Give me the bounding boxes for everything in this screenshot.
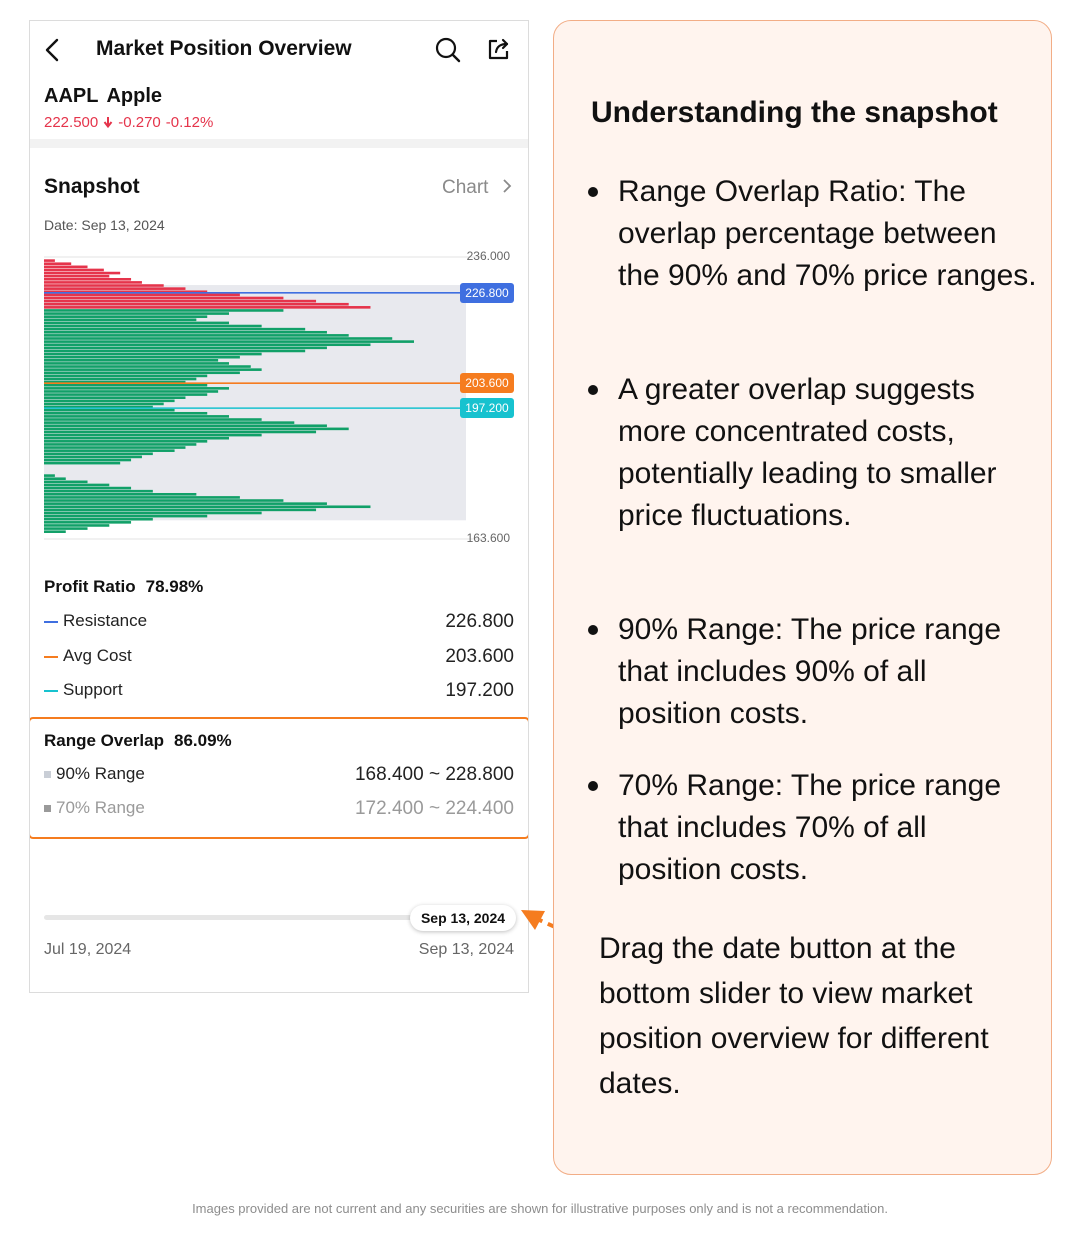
volume-bar: [44, 431, 316, 434]
snapshot-title: Snapshot: [44, 175, 140, 198]
volume-bar: [44, 462, 120, 465]
price-tag-avg-cost: 203.600: [460, 373, 514, 393]
volume-bar: [44, 400, 175, 403]
volume-bar: [44, 306, 370, 309]
slider-end-date: Sep 13, 2024: [418, 941, 514, 958]
volume-bar: [44, 328, 305, 331]
volume-bar: [44, 309, 283, 312]
explanation-panel: [553, 20, 1052, 1175]
volume-bar: [44, 434, 262, 437]
range-70-label: 70% Range: [56, 798, 145, 817]
volume-bar: [44, 362, 229, 365]
volume-bar: [44, 396, 185, 399]
volume-bar: [44, 340, 414, 343]
slider-start-date: Jul 19, 2024: [44, 941, 132, 958]
range-70-square-icon: [44, 805, 51, 812]
volume-bar: [44, 356, 240, 359]
volume-bar: [44, 449, 175, 452]
range-overlap-label: Range Overlap: [44, 731, 164, 750]
volume-bar: [44, 390, 218, 393]
stock-title: [44, 85, 170, 108]
volume-bar: [44, 353, 262, 356]
volume-bar: [44, 371, 240, 374]
drag-instruction: Drag the date button at the bottom slider to view market position overview for different dates.: [599, 932, 989, 1100]
volume-bar: [44, 481, 88, 484]
avg-cost-swatch: [44, 656, 58, 658]
volume-bar: [44, 365, 251, 368]
volume-bar: [44, 490, 153, 493]
legend-row-70-range: [44, 798, 514, 820]
volume-bar: [44, 527, 88, 530]
volume-bar: [44, 269, 104, 272]
axis-label-top: 236.000: [466, 249, 510, 263]
date-slider-handle[interactable]: Sep 13, 2024: [410, 905, 516, 931]
profit-ratio-label: Profit Ratio: [44, 577, 136, 596]
stock-price: 222.500: [44, 114, 99, 131]
price-tag-resistance: 226.800: [460, 283, 514, 303]
bullet-range-overlap-ratio: Range Overlap Ratio: The overlap percentage between the 90% and 70% price ranges.: [618, 171, 1038, 297]
volume-bar: [44, 459, 131, 462]
volume-bar: [44, 412, 207, 415]
explanation-title: Understanding the snapshot: [591, 96, 998, 129]
volume-profile-svg: [30, 241, 529, 571]
volume-bar: [44, 300, 316, 303]
volume-bar: [44, 446, 185, 449]
volume-bar: [44, 318, 196, 321]
volume-bar: [44, 297, 283, 300]
volume-bar: [44, 484, 109, 487]
range-90-value: 168.400 ~ 228.800: [354, 764, 514, 785]
volume-bar: [44, 518, 153, 521]
stock-change: -0.270: [118, 114, 161, 131]
volume-bar: [44, 515, 207, 518]
volume-bar: [44, 487, 131, 490]
volume-bar: [44, 424, 327, 427]
legend-row-avg-cost: [44, 646, 514, 668]
volume-bar: [44, 456, 142, 459]
stock-name: Apple: [106, 85, 163, 107]
volume-bar: [44, 521, 131, 524]
volume-bar: [44, 315, 207, 318]
volume-bar: [44, 443, 196, 446]
axis-label-bottom: 163.600: [466, 531, 510, 545]
volume-bar: [44, 509, 316, 512]
avg-cost-value: 203.600: [445, 646, 514, 667]
volume-bar: [44, 303, 349, 306]
volume-profile-chart: [30, 241, 529, 571]
volume-bar: [44, 477, 66, 480]
chart-link-label: Chart: [442, 177, 489, 198]
volume-bar: [44, 294, 240, 297]
volume-bar: [44, 437, 229, 440]
volume-bar: [44, 440, 207, 443]
volume-bar: [44, 415, 229, 418]
range-90-label: 90% Range: [56, 764, 145, 783]
volume-bar: [44, 499, 283, 502]
volume-bar: [44, 474, 55, 477]
volume-bar: [44, 421, 294, 424]
volume-bar: [44, 512, 262, 515]
search-icon[interactable]: [434, 36, 462, 64]
volume-bar: [44, 428, 349, 431]
volume-bar: [44, 266, 88, 269]
volume-bar: [44, 262, 71, 265]
legend-row-support: [44, 680, 514, 702]
section-divider: [30, 139, 529, 148]
volume-bar: [44, 384, 207, 387]
stock-change-pct: -0.12%: [165, 114, 214, 131]
chevron-right-icon: [500, 178, 514, 194]
volume-bar: [44, 281, 142, 284]
volume-bar: [44, 493, 196, 496]
volume-bar: [44, 275, 109, 278]
volume-bar: [44, 409, 175, 412]
volume-bar: [44, 524, 109, 527]
stock-ticker: AAPL: [44, 85, 99, 107]
bullet-70-range: 70% Range: The price range that includes 70% of all position costs.: [618, 765, 1038, 891]
arrow-down-icon: [103, 116, 113, 128]
range-70-value: 172.400 ~ 224.400: [354, 798, 514, 819]
bullet-90-range: 90% Range: The price range that includes 90% of all position costs.: [618, 609, 1038, 735]
date-slider-track[interactable]: [44, 915, 444, 920]
volume-bar: [44, 337, 392, 340]
price-tag-support: 197.200: [460, 398, 514, 418]
range-overlap-value: 86.09%: [174, 731, 232, 750]
volume-bar: [44, 368, 262, 371]
volume-bar: [44, 452, 153, 455]
bullet-greater-overlap: A greater overlap suggests more concentrated costs, potentially leading to smaller price fluctuations.: [618, 369, 1038, 537]
volume-bar: [44, 403, 164, 406]
resistance-swatch: [44, 621, 58, 623]
volume-bar: [44, 375, 207, 378]
volume-bar: [44, 284, 164, 287]
volume-bar: [44, 530, 66, 533]
volume-bar: [44, 496, 240, 499]
resistance-label: Resistance: [63, 611, 148, 630]
phone-screen: [29, 20, 529, 993]
snapshot-date: Date: Sep 13, 2024: [44, 217, 165, 233]
stock-quote: [44, 114, 218, 131]
support-value: 197.200: [445, 680, 514, 701]
volume-bar: [44, 343, 370, 346]
volume-bar: [44, 325, 262, 328]
volume-bar: [44, 312, 229, 315]
legend-row-90-range: [44, 764, 514, 786]
volume-bar: [44, 387, 229, 390]
support-swatch: [44, 690, 58, 692]
volume-bar: [44, 378, 196, 381]
volume-bar: [44, 359, 218, 362]
volume-bar: [44, 278, 131, 281]
back-chevron-icon[interactable]: [42, 37, 64, 63]
page-title: Market Position Overview: [96, 37, 352, 60]
range-90-square-icon: [44, 771, 51, 778]
volume-bar: [44, 393, 207, 396]
disclaimer-footer: Images provided are not current and any securities are shown for illustrative purposes only and is not a recommendation.: [192, 1201, 888, 1216]
volume-bar: [44, 259, 55, 262]
chart-link[interactable]: [442, 177, 514, 199]
volume-bar: [44, 350, 305, 353]
volume-bar: [44, 334, 349, 337]
share-icon[interactable]: [485, 35, 513, 63]
range-overlap: [44, 731, 242, 751]
legend-row-resistance: [44, 611, 514, 633]
volume-bar: [44, 347, 327, 350]
volume-bar: [44, 272, 120, 275]
volume-bar: [44, 505, 370, 508]
resistance-value: 226.800: [445, 611, 514, 632]
volume-bar: [44, 331, 327, 334]
volume-bar: [44, 502, 327, 505]
volume-bar: [44, 287, 185, 290]
support-label: Support: [63, 680, 123, 699]
profit-ratio: [44, 577, 213, 597]
volume-bar: [44, 418, 262, 421]
avg-cost-label: Avg Cost: [63, 646, 132, 665]
profit-ratio-value: 78.98%: [145, 577, 204, 596]
volume-bar: [44, 322, 229, 325]
